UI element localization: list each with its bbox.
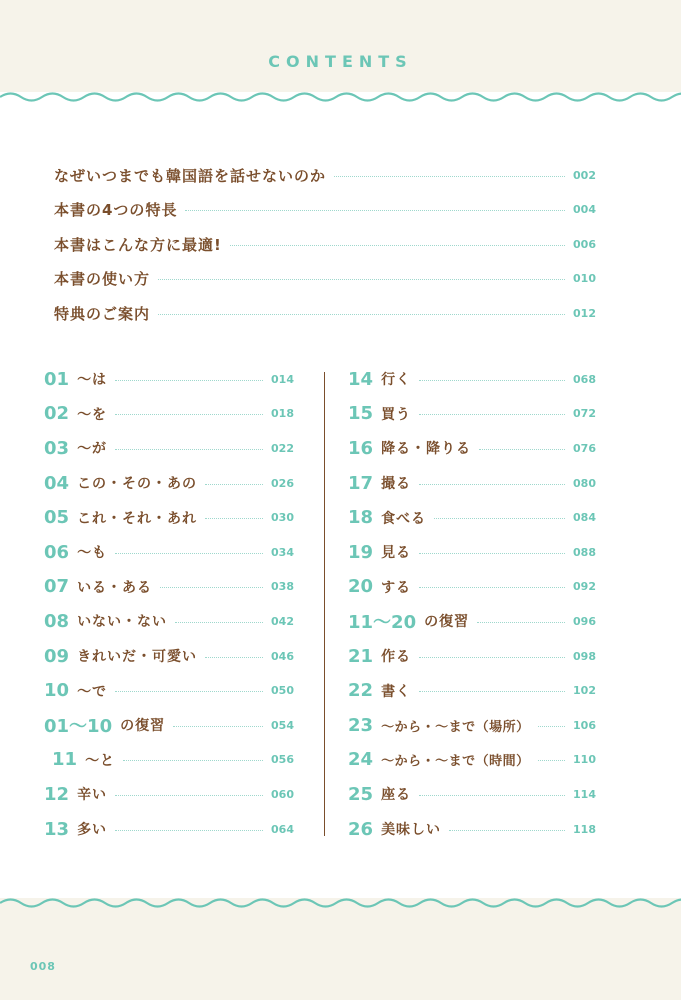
lesson-item[interactable] (348, 639, 596, 674)
lesson-item[interactable] (348, 570, 596, 605)
lesson-page: 080 (573, 476, 596, 490)
dotted-leader (158, 314, 565, 315)
lesson-number: 15 (348, 403, 374, 425)
dotted-leader (419, 484, 565, 485)
lesson-number: 10 (44, 680, 70, 702)
lesson-list-left (44, 362, 294, 846)
intro-item[interactable] (54, 262, 596, 297)
lesson-title: いる・ある (77, 579, 153, 596)
lesson-item[interactable] (44, 500, 294, 535)
intro-list (54, 158, 596, 331)
dotted-leader (538, 726, 565, 727)
lesson-number: 21 (348, 645, 374, 667)
intro-item-page: 012 (573, 306, 596, 320)
lesson-number: 24 (348, 749, 374, 771)
dotted-leader (419, 587, 565, 588)
lesson-number: 17 (348, 472, 374, 494)
lesson-title: 〜も (77, 545, 108, 562)
lesson-item[interactable] (44, 743, 294, 778)
lesson-item[interactable] (348, 500, 596, 535)
lesson-number: 12 (44, 783, 70, 805)
lesson-page: 042 (271, 614, 294, 628)
lesson-page: 054 (271, 718, 294, 732)
lesson-page: 030 (271, 511, 294, 525)
dotted-leader (434, 518, 565, 519)
lesson-title: いない・ない (77, 614, 168, 631)
page-title: CONTENTS (268, 52, 413, 71)
dotted-leader (449, 830, 565, 831)
lesson-number: 01 (44, 368, 70, 390)
lesson-title: これ・それ・あれ (77, 510, 198, 527)
lesson-title: の復習 (120, 718, 166, 735)
lesson-page: 022 (271, 441, 294, 455)
lesson-number: 08 (44, 610, 70, 632)
dotted-leader (115, 830, 263, 831)
dotted-leader (419, 795, 565, 796)
lesson-page: 106 (573, 718, 596, 732)
lesson-page: 072 (573, 407, 596, 421)
lesson-title: この・その・あの (77, 476, 198, 493)
lesson-title: 書く (381, 683, 412, 700)
lesson-number: 23 (348, 714, 374, 736)
intro-item-label: 本書の使い方 (54, 270, 151, 289)
lesson-item[interactable] (44, 673, 294, 708)
lesson-title: 〜と (85, 752, 116, 769)
lesson-number: 26 (348, 818, 374, 840)
lesson-page: 088 (573, 545, 596, 559)
lesson-number: 11〜20 (348, 612, 417, 634)
dotted-leader (115, 414, 263, 415)
bottom-band (0, 898, 681, 1000)
lesson-title: 食べる (381, 510, 427, 527)
page-number: 008 (30, 960, 56, 973)
dotted-leader (230, 245, 565, 246)
lesson-item[interactable] (44, 535, 294, 570)
dotted-leader (175, 622, 263, 623)
lesson-page: 114 (573, 787, 596, 801)
dotted-leader (477, 622, 565, 623)
lesson-page: 018 (271, 407, 294, 421)
lesson-title: きれいだ・可愛い (77, 649, 198, 666)
lesson-number: 05 (44, 507, 70, 529)
column-divider (324, 372, 325, 836)
dotted-leader (479, 449, 565, 450)
lesson-page: 102 (573, 684, 596, 698)
lesson-number: 16 (348, 437, 374, 459)
lesson-number: 20 (348, 576, 374, 598)
dotted-leader (115, 553, 263, 554)
lesson-title: 降る・降りる (381, 441, 472, 458)
intro-item-label: 本書はこんな方に最適! (54, 235, 222, 254)
dotted-leader (123, 760, 263, 761)
dotted-leader (205, 484, 263, 485)
lesson-item[interactable] (348, 673, 596, 708)
top-band (0, 0, 681, 100)
lesson-title: 多い (77, 822, 108, 839)
lesson-item[interactable] (348, 708, 596, 743)
lesson-page: 092 (573, 580, 596, 594)
lesson-title: 〜は (77, 372, 108, 389)
dotted-leader (419, 657, 565, 658)
intro-item[interactable] (54, 227, 596, 262)
lesson-item[interactable] (44, 639, 294, 674)
lesson-item[interactable] (348, 431, 596, 466)
lesson-item[interactable] (348, 812, 596, 847)
lesson-item[interactable] (44, 362, 294, 397)
dotted-leader (158, 279, 565, 280)
dotted-leader (115, 449, 263, 450)
lesson-page: 096 (573, 614, 596, 628)
lesson-item[interactable] (348, 743, 596, 778)
lesson-title: 〜が (77, 441, 108, 458)
lesson-page: 046 (271, 649, 294, 663)
lesson-page: 026 (271, 476, 294, 490)
lesson-page: 050 (271, 684, 294, 698)
intro-item[interactable] (54, 296, 596, 331)
dotted-leader (419, 553, 565, 554)
lesson-number: 13 (44, 818, 70, 840)
dotted-leader (334, 176, 565, 177)
lesson-number: 06 (44, 541, 70, 563)
lesson-item[interactable] (348, 362, 596, 397)
lesson-item[interactable] (44, 431, 294, 466)
lesson-title: 作る (381, 649, 412, 666)
intro-item[interactable] (54, 193, 596, 228)
lesson-title: 辛い (77, 787, 108, 804)
lesson-item[interactable] (44, 604, 294, 639)
lesson-number: 22 (348, 680, 374, 702)
lesson-number: 07 (44, 576, 70, 598)
lesson-title: 座る (381, 787, 412, 804)
dotted-leader (419, 691, 565, 692)
lesson-page: 110 (573, 753, 596, 767)
lesson-item[interactable] (44, 466, 294, 501)
dotted-leader (419, 380, 565, 381)
intro-item-page: 004 (573, 203, 596, 217)
dotted-leader (419, 414, 565, 415)
lesson-title: の復習 (424, 614, 470, 631)
lesson-page: 098 (573, 649, 596, 663)
lesson-number: 04 (44, 472, 70, 494)
bottom-wave-border (0, 894, 681, 912)
dotted-leader (160, 587, 263, 588)
lesson-item[interactable] (44, 570, 294, 605)
lesson-number: 25 (348, 783, 374, 805)
lesson-page: 118 (573, 822, 596, 836)
lesson-title: 〜から・〜まで（時間） (381, 754, 530, 770)
lesson-item[interactable] (44, 777, 294, 812)
lesson-title: 美味しい (381, 822, 442, 839)
dotted-leader (115, 691, 263, 692)
lesson-page: 068 (573, 372, 596, 386)
dotted-leader (115, 795, 263, 796)
intro-item-page: 006 (573, 237, 596, 251)
lesson-item[interactable] (348, 777, 596, 812)
intro-item-label: なぜいつまでも韓国語を話せないのか (54, 166, 327, 185)
lesson-number: 14 (348, 368, 374, 390)
lesson-page: 084 (573, 511, 596, 525)
intro-item-label: 特典のご案内 (54, 304, 151, 323)
dotted-leader (205, 657, 263, 658)
intro-item[interactable] (54, 158, 596, 193)
lesson-title: 〜から・〜まで（場所） (381, 719, 530, 735)
lesson-title: する (381, 579, 412, 596)
lesson-page: 014 (271, 372, 294, 386)
review-item[interactable] (348, 604, 596, 639)
intro-item-page: 010 (573, 272, 596, 286)
lesson-item[interactable] (348, 466, 596, 501)
lesson-number: 01〜10 (44, 716, 113, 738)
lesson-item[interactable] (44, 397, 294, 432)
lesson-title: 撮る (381, 476, 412, 493)
lesson-number: 18 (348, 507, 374, 529)
lesson-number: 03 (44, 437, 70, 459)
lesson-item[interactable] (44, 812, 294, 847)
lesson-title: 買う (381, 406, 412, 423)
dotted-leader (173, 726, 263, 727)
top-wave-border (0, 88, 681, 106)
lesson-page: 060 (271, 787, 294, 801)
lesson-title: 見る (381, 545, 412, 562)
lesson-number: 19 (348, 541, 374, 563)
lesson-number: 09 (44, 645, 70, 667)
lesson-item[interactable] (348, 535, 596, 570)
lesson-page: 038 (271, 580, 294, 594)
dotted-leader (185, 210, 565, 211)
lesson-page: 064 (271, 822, 294, 836)
dotted-leader (205, 518, 263, 519)
lesson-title: 行く (381, 372, 412, 389)
intro-item-page: 002 (573, 168, 596, 182)
lesson-page: 076 (573, 441, 596, 455)
dotted-leader (115, 380, 263, 381)
lesson-item[interactable] (348, 397, 596, 432)
intro-item-label: 本書の4つの特長 (54, 201, 178, 220)
lesson-title: 〜を (77, 406, 108, 423)
lesson-number: 02 (44, 403, 70, 425)
lesson-page: 034 (271, 545, 294, 559)
lesson-title: 〜で (77, 683, 108, 700)
review-item[interactable] (44, 708, 294, 743)
dotted-leader (538, 760, 565, 761)
lesson-page: 056 (271, 753, 294, 767)
lesson-number: 11 (52, 749, 78, 771)
lesson-list-right (348, 362, 596, 846)
